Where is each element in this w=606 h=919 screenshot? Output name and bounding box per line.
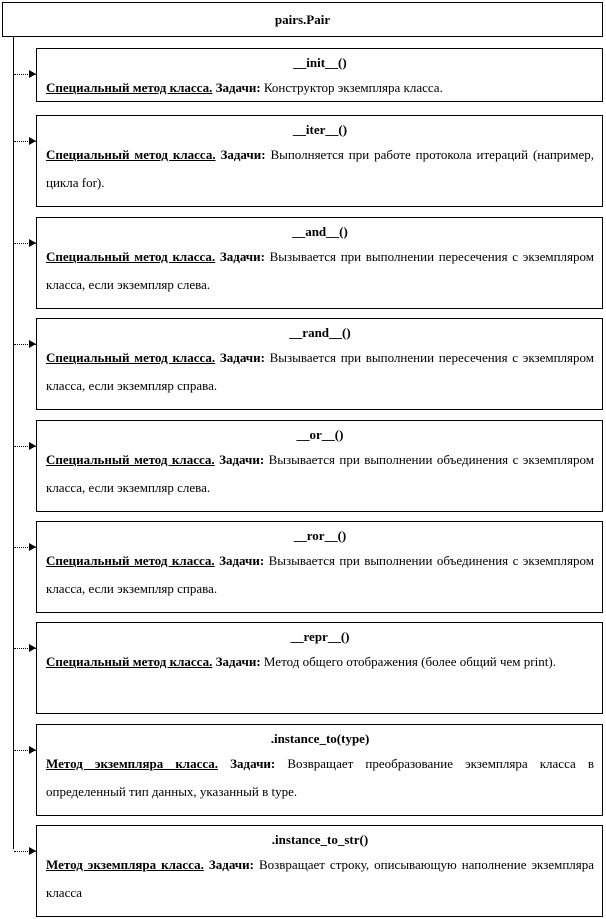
method-task-text: Вызывается при выполнении пересечения с экземпляром класса, если экземпляр справа. — [46, 350, 594, 393]
method-description — [46, 446, 594, 502]
method-name: __rand__() — [289, 325, 351, 340]
method-kind-label: Специальный метод класса. — [46, 80, 213, 95]
method-name: .instance_to_str() — [271, 832, 369, 847]
method-task-label: Задачи: — [220, 147, 266, 162]
method-task-text: Вызывается при выполнении объединения с экземпляром класса, если экземпляр слева. — [46, 452, 595, 495]
method-task-text: Вызывается при выполнении пересечения с экземпляром класса, если экземпляр слева. — [46, 249, 594, 292]
method-kind-label: Специальный метод класса. — [46, 654, 213, 669]
method-name: __repr__() — [290, 629, 350, 644]
method-kind-label: Специальный метод класса. — [46, 452, 215, 467]
method-task-text: Конструктор экземпляра класса. — [263, 80, 443, 95]
class-root-box — [2, 2, 603, 37]
method-task-text: Возвращает преобразование экземпляра класса в определенный тип данных, указанный в type. — [46, 756, 595, 799]
method-box — [36, 48, 603, 102]
method-name: __and__() — [292, 224, 348, 239]
method-task-label: Задачи: — [219, 553, 265, 568]
method-name: .instance_to(type) — [270, 731, 370, 746]
arrow-right-icon — [29, 543, 36, 551]
method-task-text: Возвращает строку, описывающую наполнение экземпляра класса — [46, 857, 595, 900]
arrow-right-icon — [29, 847, 36, 855]
method-kind-label: Специальный метод класса. — [46, 553, 215, 568]
method-box — [36, 115, 603, 207]
method-task-text: Метод общего отображения (более общий чем print). — [263, 654, 556, 669]
method-task-label: Задачи: — [215, 80, 261, 95]
arrow-right-icon — [29, 442, 36, 450]
method-name: __or__() — [296, 427, 344, 442]
method-description — [46, 547, 594, 603]
method-box — [36, 825, 603, 917]
method-name: __ror__() — [293, 528, 347, 543]
method-task-text: Выполняется при работе протокола итераций (например, цикла for). — [46, 147, 595, 190]
method-kind-label: Специальный метод класса. — [46, 350, 216, 365]
method-box — [36, 622, 603, 714]
method-task-label: Задачи: — [208, 857, 254, 872]
arrow-right-icon — [29, 137, 36, 145]
arrow-right-icon — [29, 746, 36, 754]
method-name: __iter__() — [292, 122, 348, 137]
arrow-right-icon — [29, 340, 36, 348]
method-task-text: Вызывается при выполнении объединения с экземпляром класса, если экземпляр справа. — [46, 553, 595, 596]
method-description — [46, 141, 594, 197]
method-box — [36, 318, 603, 410]
method-description — [46, 74, 594, 102]
method-task-label: Задачи: — [215, 654, 261, 669]
method-description — [46, 750, 594, 806]
method-task-label: Задачи: — [219, 249, 265, 264]
method-description — [46, 851, 594, 907]
method-box — [36, 521, 603, 613]
method-description — [46, 648, 594, 676]
method-box — [36, 217, 603, 309]
method-description — [46, 344, 594, 400]
tree-trunk-line — [13, 37, 14, 849]
arrow-right-icon — [29, 644, 36, 652]
method-description — [46, 243, 594, 299]
method-task-label: Задачи: — [230, 756, 276, 771]
method-kind-label: Метод экземпляра класса. — [46, 857, 204, 872]
class-root-label: pairs.Pair — [274, 12, 331, 27]
method-task-label: Задачи: — [219, 452, 265, 467]
arrow-right-icon — [29, 70, 36, 78]
method-kind-label: Специальный метод класса. — [46, 147, 216, 162]
method-name: __init__() — [293, 55, 347, 70]
method-box — [36, 420, 603, 512]
method-kind-label: Специальный метод класса. — [46, 249, 216, 264]
method-box — [36, 724, 603, 816]
arrow-right-icon — [29, 239, 36, 247]
method-task-label: Задачи: — [219, 350, 265, 365]
method-kind-label: Метод экземпляра класса. — [46, 756, 219, 771]
